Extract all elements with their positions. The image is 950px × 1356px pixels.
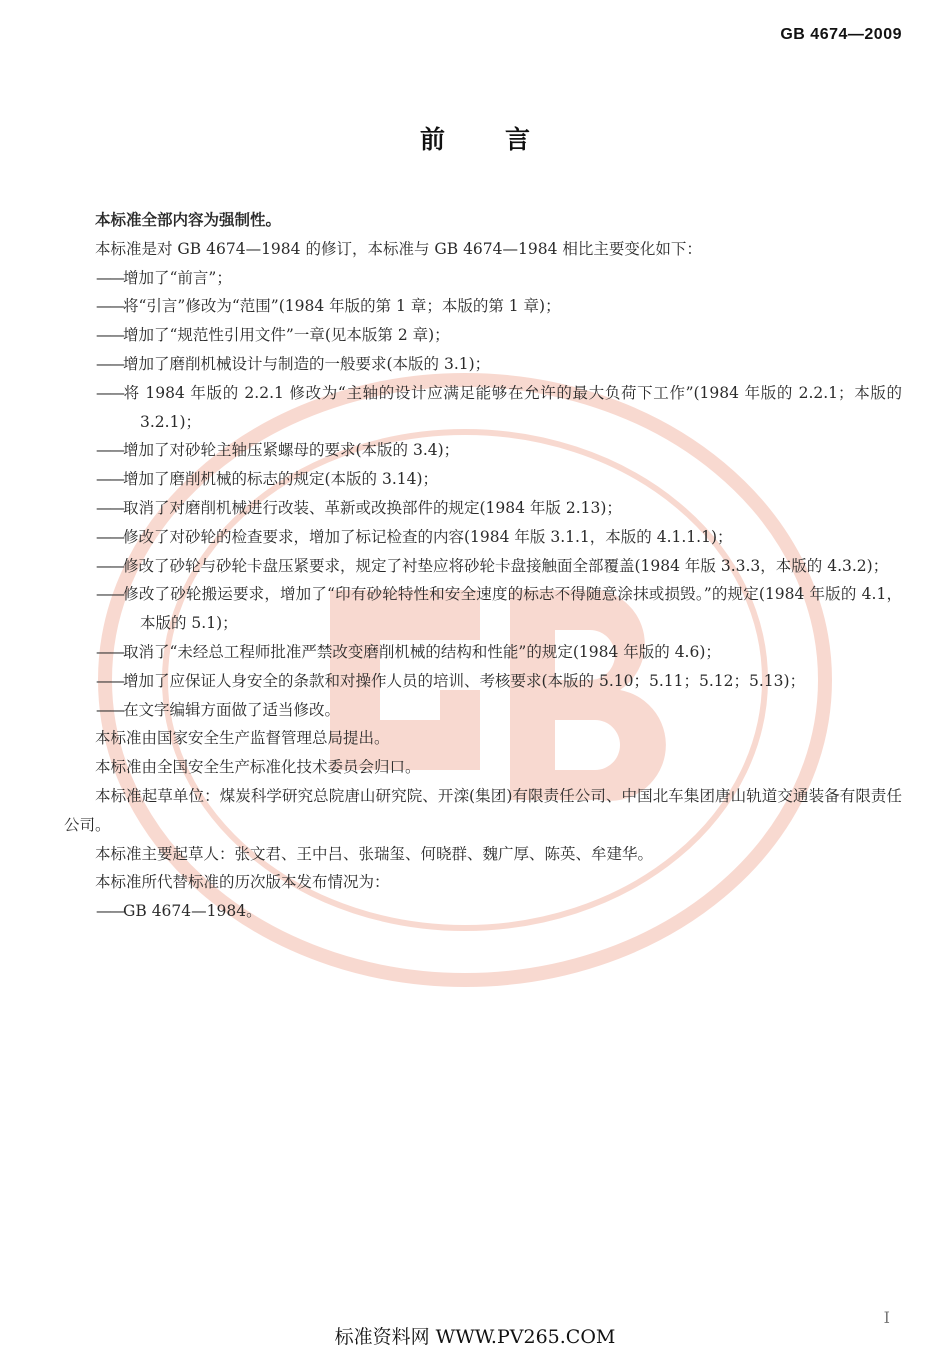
change-item: ——增加了“前言”； [96,268,232,287]
change-item: ——在文字编辑方面做了适当修改。 [96,700,341,719]
change-item: ——修改了砂轮搬运要求，增加了“印有砂轮特性和安全速度的标志不得随意涂抹或损毁。”的规定(1984 年版的 4.1，本版的 5.1)； [96,585,902,633]
change-item: ——增加了应保证人身安全的条款和对操作人员的培训、考核要求(本版的 5.10；5.11；5.12；5.13)； [96,671,806,690]
change-item: ——取消了“未经总工程师批准严禁改变磨削机械的结构和性能”的规定(1984 年版的 4.6)； [96,642,721,661]
preface-body [64,206,902,926]
change-item: ——增加了“规范性引用文件”一章(见本版第 2 章)； [96,326,450,345]
mandatory-statement: 本标准全部内容为强制性。 [95,210,282,229]
site-footer: 标准资料网 WWW.PV265.COM [334,1326,616,1348]
revision-statement: 本标准是对 GB 4674—1984 的修订，本标准与 GB 4674—1984 相比主要变化如下： [95,239,702,258]
change-item: ——修改了对砂轮的检查要求，增加了标记检查的内容(1984 年版 3.1.1，本版的 4.1.1.1)； [96,527,733,546]
change-item: ——将 1984 年版的 2.2.1 修改为“主轴的设计应满足能够在允许的最大负荷下工作”(1984 年版的 2.2.1；本版的 3.2.1)； [96,383,902,431]
change-item: ——将“引言”修改为“范围”(1984 年版的第 1 章；本版的第 1 章)； [96,297,561,316]
change-item: ——增加了对砂轮主轴压紧螺母的要求(本版的 3.4)； [96,441,460,460]
drafters: 本标准主要起草人：张文君、王中吕、张瑞玺、何晓群、魏广厚、陈英、牟建华。 [95,844,654,863]
change-item: ——取消了对磨削机械进行改装、革新或改换部件的规定(1984 年版 2.13)； [96,498,622,517]
drafting-units: 本标准起草单位：煤炭科学研究总院唐山研究院、开滦(集团)有限责任公司、中国北车集团唐山轨道交通装备有限责任公司。 [64,786,902,834]
change-item: ——增加了磨削机械设计与制造的一般要求(本版的 3.1)； [96,354,491,373]
standard-code: GB 4674—2009 [780,26,902,43]
page-number: I [883,1308,890,1327]
change-item: ——增加了磨削机械的标志的规定(本版的 3.14)； [96,470,439,489]
committee-statement: 本标准由全国安全生产标准化技术委员会归口。 [95,758,421,777]
proposer-statement: 本标准由国家安全生产监督管理总局提出。 [95,729,390,748]
history-item: ——GB 4674—1984。 [96,902,262,921]
change-item: ——修改了砂轮与砂轮卡盘压紧要求，规定了衬垫应将砂轮卡盘接触面全部覆盖(1984 年版 3.3.3，本版的 4.3.2)； [96,556,889,575]
page-title: 前言 [419,125,590,154]
history-statement: 本标准所代替标准的历次版本发布情况为： [95,873,390,892]
